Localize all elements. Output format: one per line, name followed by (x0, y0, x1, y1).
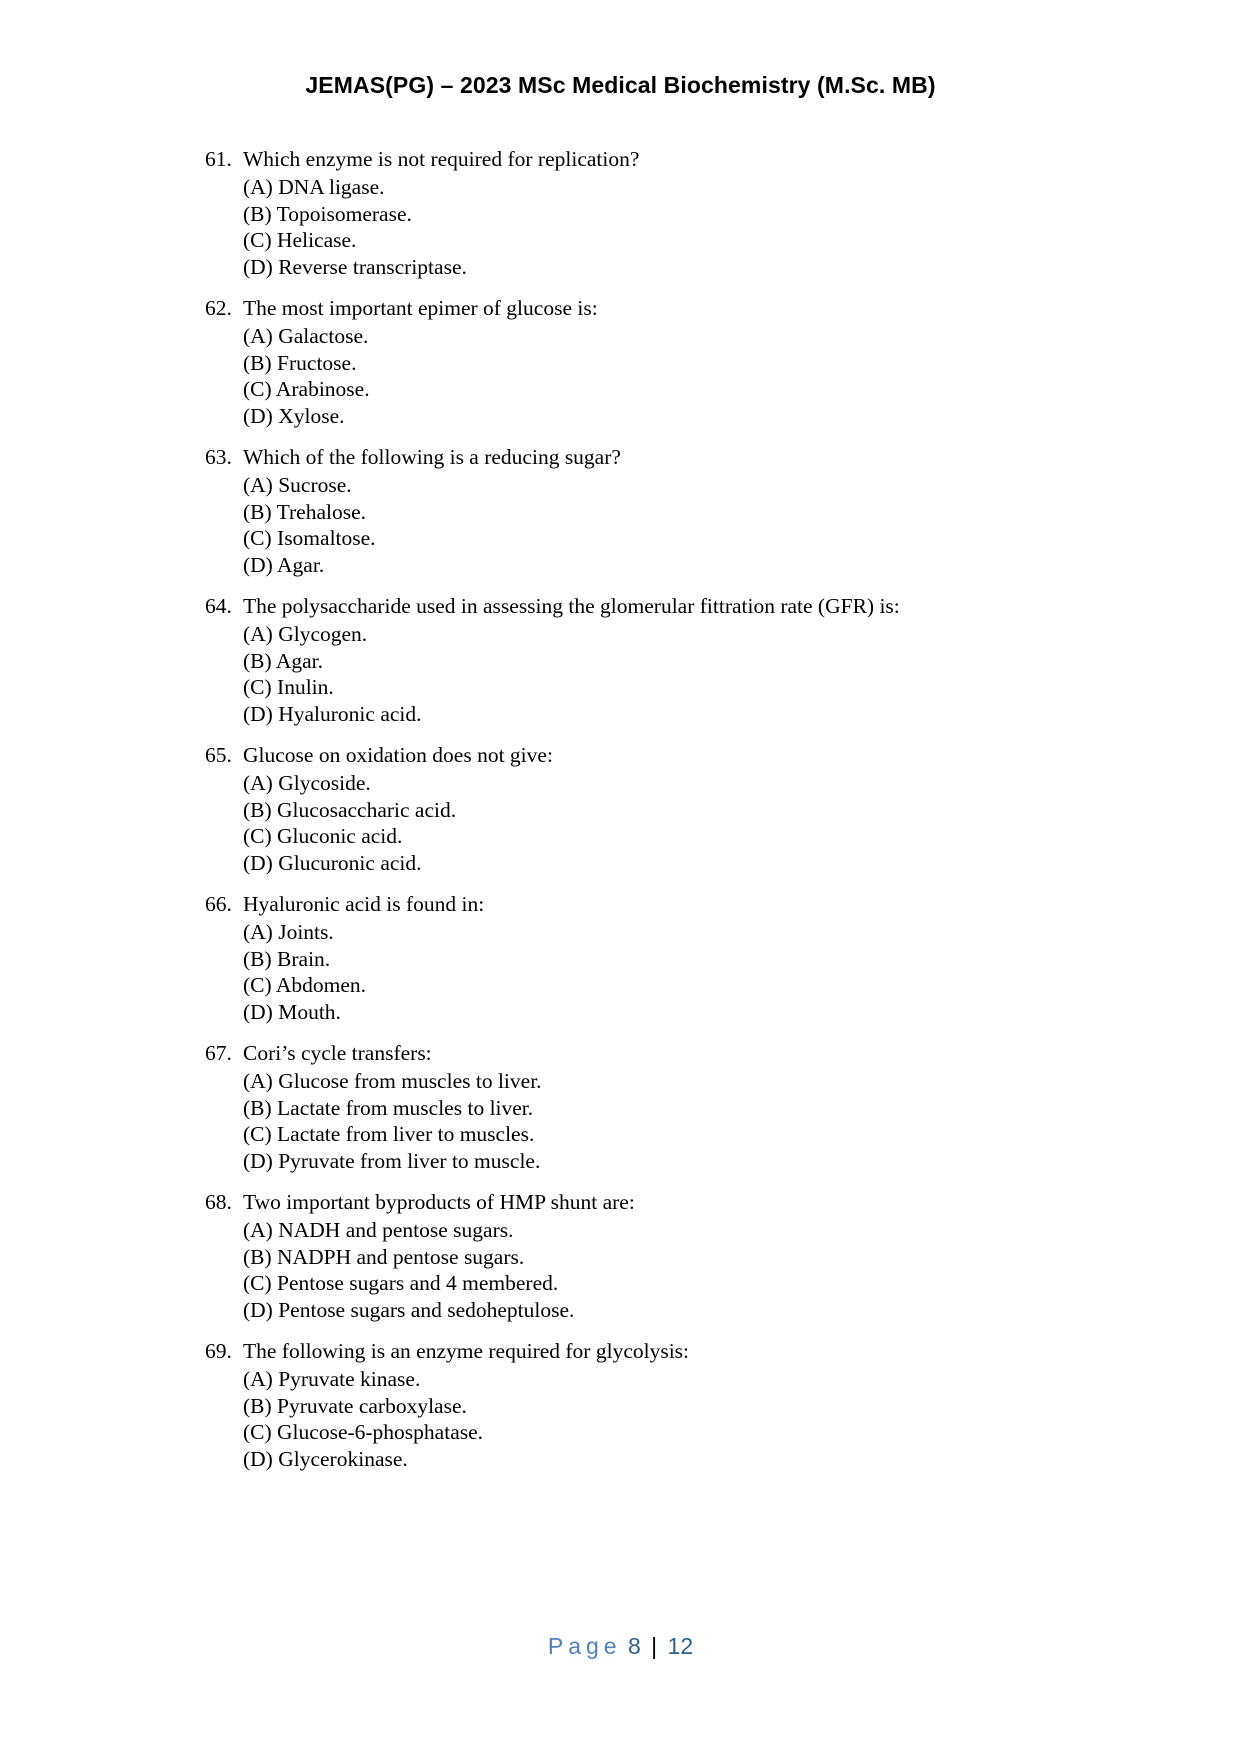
question-stem (205, 891, 1105, 917)
question-stem (205, 1338, 1105, 1364)
option-d: (D) Pyruvate from liver to muscle. (243, 1148, 541, 1173)
question-list (205, 146, 1105, 1487)
question-number: 64. (205, 594, 232, 618)
question-text: Hyaluronic acid is found in: (243, 892, 485, 916)
option-a: (A) Sucrose. (243, 473, 352, 497)
question-stem (205, 593, 1105, 619)
option-c: (C) Inulin. (243, 675, 334, 699)
question-text: Glucose on oxidation does not give: (243, 743, 553, 767)
question-stem (205, 444, 1105, 470)
option-b: (B) NADPH and pentose sugars. (243, 1244, 525, 1269)
option-c: (C) Lactate from liver to muscles. (243, 1122, 535, 1146)
option-b: (B) Pyruvate carboxylase. (243, 1393, 467, 1418)
option-d: (D) Xylose. (243, 403, 345, 428)
option-c: (C) Helicase. (243, 228, 357, 252)
option-b: (B) Agar. (243, 648, 324, 673)
question-62 (205, 295, 1105, 429)
option-list (243, 1366, 1105, 1472)
question-number: 68. (205, 1190, 232, 1214)
question-text: Which enzyme is not required for replication? (243, 147, 640, 171)
question-stem (205, 1040, 1105, 1066)
question-number: 63. (205, 445, 232, 469)
option-d: (D) Agar. (243, 552, 325, 577)
option-list (243, 1217, 1105, 1323)
question-68 (205, 1189, 1105, 1323)
option-a: (A) DNA ligase. (243, 175, 385, 199)
question-61 (205, 146, 1105, 280)
option-d: (D) Glucuronic acid. (243, 850, 422, 875)
question-stem (205, 295, 1105, 321)
question-text: Which of the following is a reducing sugar? (243, 445, 621, 469)
option-b: (B) Trehalose. (243, 499, 367, 524)
document-title: JEMAS(PG) – 2023 MSc Medical Biochemistry (M.Sc. MB) (305, 72, 936, 98)
option-a: (A) NADH and pentose sugars. (243, 1218, 514, 1242)
question-text: The most important epimer of glucose is: (243, 296, 598, 320)
question-stem (205, 1189, 1105, 1215)
question-69 (205, 1338, 1105, 1472)
page-header (0, 72, 1241, 99)
question-text: The polysaccharide used in assessing the glomerular fittration rate (GFR) is: (243, 594, 900, 618)
option-b: (B) Lactate from muscles to liver. (243, 1095, 534, 1120)
question-number: 69. (205, 1339, 232, 1363)
option-list (243, 919, 1105, 1025)
question-number: 67. (205, 1041, 232, 1065)
option-list (243, 621, 1105, 727)
question-text: The following is an enzyme required for glycolysis: (243, 1339, 690, 1363)
question-64 (205, 593, 1105, 727)
option-d: (D) Mouth. (243, 999, 341, 1024)
option-list (243, 770, 1105, 876)
option-d: (D) Reverse transcriptase. (243, 254, 467, 279)
option-c: (C) Pentose sugars and 4 membered. (243, 1271, 559, 1295)
question-number: 66. (205, 892, 232, 916)
option-a: (A) Joints. (243, 920, 334, 944)
question-67 (205, 1040, 1105, 1174)
question-stem (205, 742, 1105, 768)
option-a: (A) Glycogen. (243, 622, 368, 646)
question-number: 62. (205, 296, 232, 320)
option-c: (C) Glucose-6-phosphatase. (243, 1420, 484, 1444)
question-66 (205, 891, 1105, 1025)
question-text: Two important byproducts of HMP shunt are: (243, 1190, 635, 1214)
question-stem (205, 146, 1105, 172)
option-d: (D) Glycerokinase. (243, 1446, 408, 1471)
option-b: (B) Glucosaccharic acid. (243, 797, 457, 822)
question-63 (205, 444, 1105, 578)
page-label: Page (547, 1633, 622, 1659)
option-a: (A) Glycoside. (243, 771, 371, 795)
option-d: (D) Hyaluronic acid. (243, 701, 422, 726)
option-c: (C) Arabinose. (243, 377, 370, 401)
option-list (243, 1068, 1105, 1174)
option-c: (C) Gluconic acid. (243, 824, 403, 848)
option-c: (C) Isomaltose. (243, 526, 376, 550)
option-b: (B) Topoisomerase. (243, 201, 412, 226)
total-page-count: 12 (667, 1633, 694, 1659)
option-list (243, 174, 1105, 280)
option-list (243, 323, 1105, 429)
question-text: Cori’s cycle transfers: (243, 1041, 432, 1065)
option-list (243, 472, 1105, 578)
option-b: (B) Brain. (243, 946, 331, 971)
option-d: (D) Pentose sugars and sedoheptulose. (243, 1297, 575, 1322)
option-a: (A) Galactose. (243, 324, 369, 348)
option-a: (A) Pyruvate kinase. (243, 1367, 421, 1391)
option-c: (C) Abdomen. (243, 973, 367, 997)
current-page-number: 8 (627, 1633, 641, 1659)
page-separator: | (651, 1633, 658, 1659)
question-number: 61. (205, 147, 232, 171)
question-65 (205, 742, 1105, 876)
option-b: (B) Fructose. (243, 350, 357, 375)
page-footer (0, 1633, 1241, 1660)
option-a: (A) Glucose from muscles to liver. (243, 1069, 542, 1093)
question-number: 65. (205, 743, 232, 767)
